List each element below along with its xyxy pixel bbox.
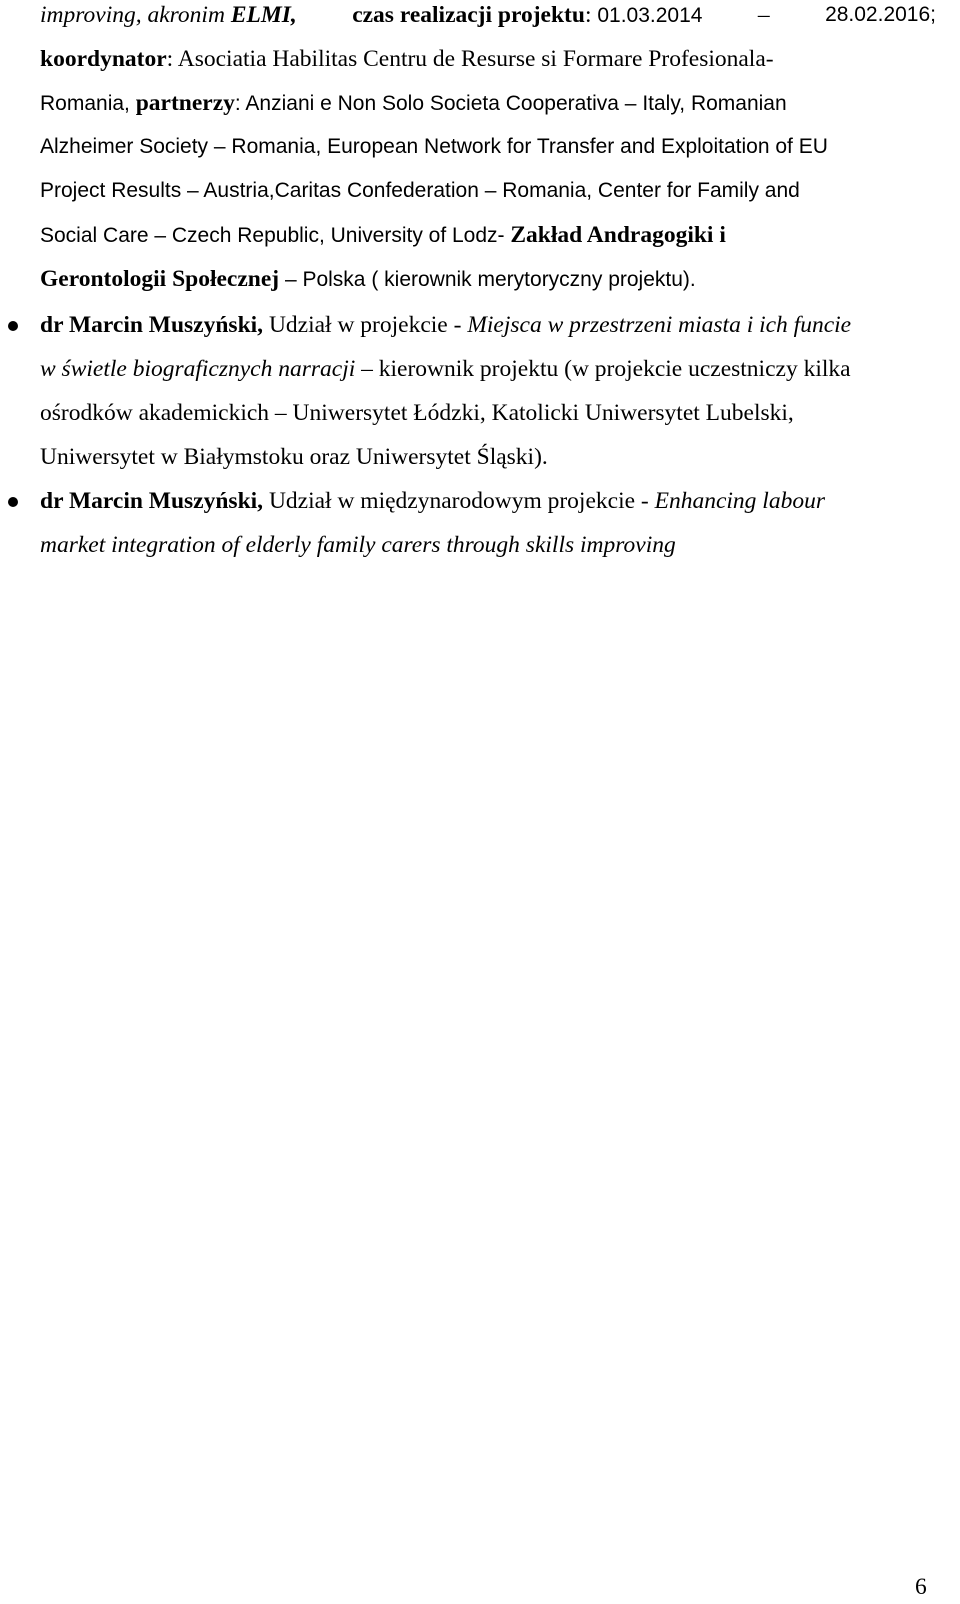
partners-label: partnerzy (135, 90, 235, 116)
bullet-icon (8, 321, 18, 331)
date-dash: – (757, 2, 770, 28)
partners-text-1: : Anziani e Non Solo Societa Cooperativa – Italy, Romanian (234, 92, 787, 115)
item-2-line-1 (40, 486, 936, 516)
item-1-text: Udział w projekcie - (263, 312, 468, 338)
page-number: 6 (915, 1574, 927, 1600)
item-1-line-1 (40, 310, 936, 340)
coordinator-country: Romania, (40, 92, 136, 115)
continuation-line-3 (40, 88, 936, 118)
partners-text-5: – Polska ( kierownik merytoryczny projektu). (279, 268, 696, 291)
continuation-line-1-text (40, 0, 297, 30)
time-label: czas realizacji projektu (352, 2, 585, 28)
end-date: 28.02.2016; (825, 3, 936, 26)
time-label-group (352, 0, 702, 30)
bullet-icon (8, 497, 18, 507)
project-name-end: improving, akronim (40, 2, 231, 28)
coordinator-text: : Asociatia Habilitas Centru de Resurse si Formare Profesionala- (166, 46, 774, 72)
continuation-line-6 (40, 220, 936, 250)
time-colon: : (584, 2, 598, 28)
item-2-author: dr Marcin Muszyński, (40, 488, 264, 514)
item-2-title-1: Enhancing labour (654, 488, 825, 514)
start-date: 01.03.2014 (597, 4, 703, 27)
department-name-1: Zakład Andragogiki i (510, 222, 726, 248)
continuation-line-2 (40, 44, 936, 74)
coordinator-label: koordynator (40, 46, 167, 72)
item-1-title-2: w świetle biograficznych narracji (40, 356, 356, 382)
item-1-line-2 (40, 354, 936, 384)
continuation-line-5: Project Results – Austria,Caritas Confederation – Romania, Center for Family and (40, 179, 800, 202)
item-1-role: – kierownik projektu (w projekcie uczestniczy kilka (355, 356, 851, 382)
partners-text-4: Social Care – Czech Republic, University of Lodz- (40, 224, 511, 247)
item-1-line-3: ośrodków akademickich – Uniwersytet Łódzki, Katolicki Uniwersytet Lubelski, (40, 400, 794, 426)
continuation-line-4: Alzheimer Society – Romania, European Network for Transfer and Exploitation of EU (40, 135, 828, 158)
item-1-line-4: Uniwersytet w Białymstoku oraz Uniwersytet Śląski). (40, 444, 548, 470)
department-name-2: Gerontologii Społecznej (40, 266, 280, 292)
item-1-author: dr Marcin Muszyński, (40, 312, 264, 338)
continuation-line-1 (40, 0, 936, 30)
continuation-line-7 (40, 264, 696, 294)
item-1-title-1: Miejsca w przestrzeni miasta i ich funcie (467, 312, 852, 338)
item-2-text: Udział w międzynarodowym projekcie - (263, 488, 655, 514)
project-acronym: ELMI, (230, 2, 297, 28)
item-2-line-2: market integration of elderly family carers through skills improving (40, 532, 676, 558)
